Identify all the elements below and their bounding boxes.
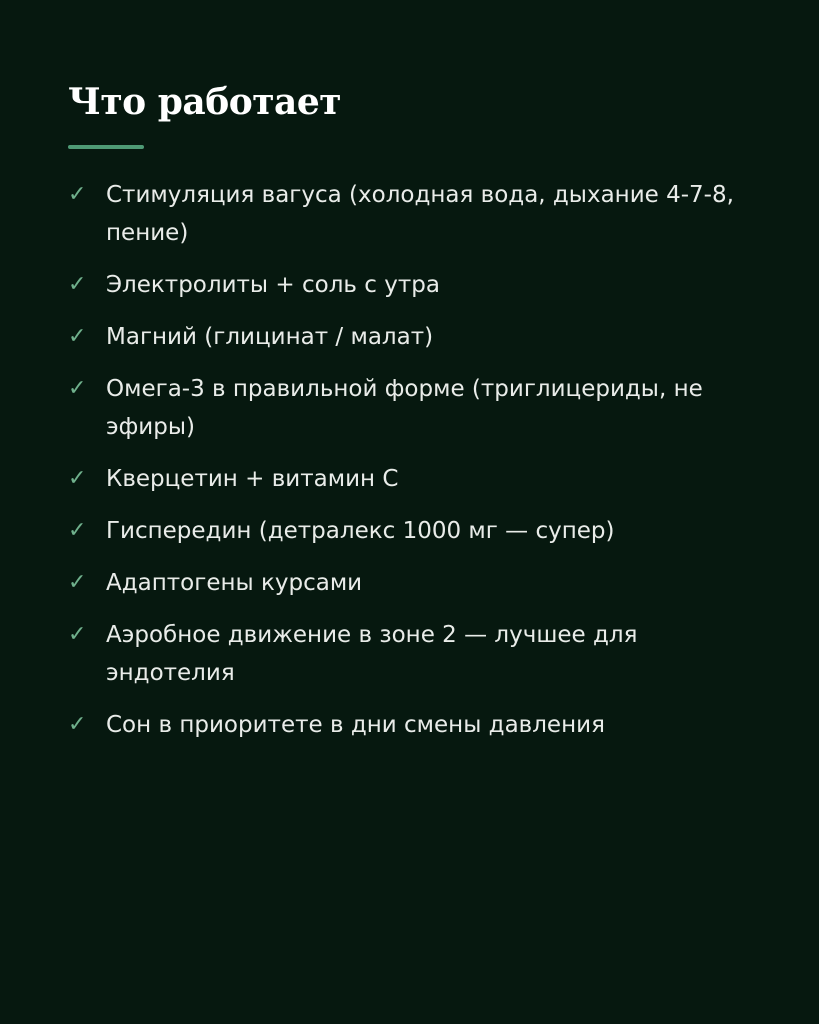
list-item xyxy=(68,616,768,692)
list-item xyxy=(68,318,768,356)
list-item-text: Омега-3 в правильной форме (триглицериды, не эфиры) xyxy=(106,376,703,440)
check-icon: ✓ xyxy=(68,466,87,491)
slide-title: Что работает xyxy=(68,81,342,123)
check-icon: ✓ xyxy=(68,570,87,595)
list-item-text: Кверцетин + витамин С xyxy=(106,466,399,492)
list-item-text: Магний (глицинат / малат) xyxy=(106,324,434,350)
list-item-text: Аэробное движение в зоне 2 — лучшее для эндотелия xyxy=(106,622,638,686)
check-icon: ✓ xyxy=(68,376,87,401)
title-underline xyxy=(68,145,144,149)
list-item xyxy=(68,370,768,446)
check-icon: ✓ xyxy=(68,272,87,297)
list-item xyxy=(68,706,768,744)
list-item-text: Электролиты + соль с утра xyxy=(106,272,440,298)
list-item-text: Сон в приоритете в дни смены давления xyxy=(106,712,605,738)
check-icon: ✓ xyxy=(68,324,87,349)
list-item-text: Гиспередин (детралекс 1000 мг — супер) xyxy=(106,518,615,544)
list-item xyxy=(68,460,768,498)
list-item xyxy=(68,176,768,252)
list-item-text: Адаптогены курсами xyxy=(106,570,363,596)
list-item-text: Стимуляция вагуса (холодная вода, дыхание 4-7-8, пение) xyxy=(106,182,734,246)
list-item xyxy=(68,564,768,602)
check-icon: ✓ xyxy=(68,518,87,543)
list-item xyxy=(68,512,768,550)
check-icon: ✓ xyxy=(68,622,87,647)
list-item xyxy=(68,266,768,304)
check-icon: ✓ xyxy=(68,712,87,737)
benefits-list xyxy=(68,176,768,758)
check-icon: ✓ xyxy=(68,182,87,207)
